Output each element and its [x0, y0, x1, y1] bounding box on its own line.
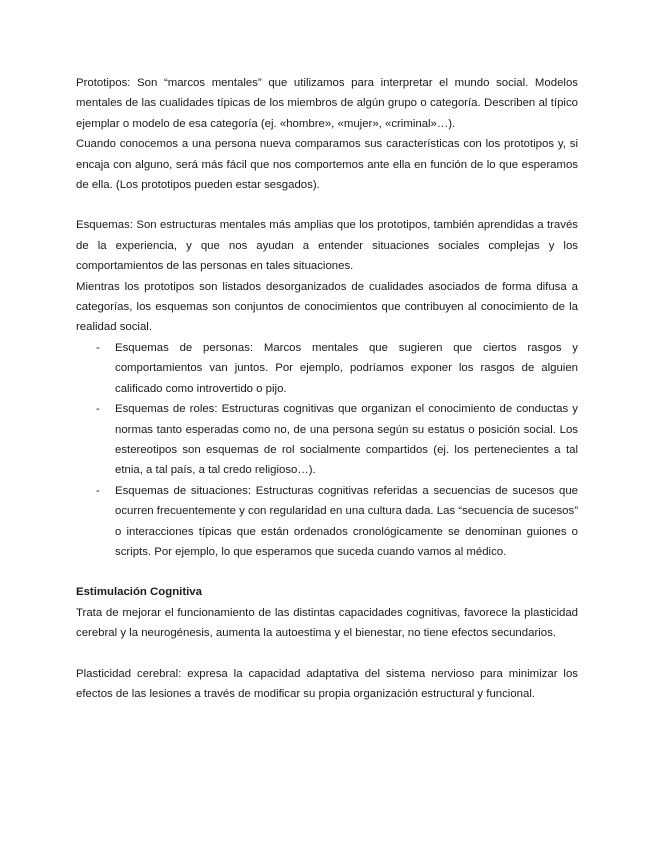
paragraph-gap: [76, 644, 578, 664]
list-item-esquemas-situaciones: [76, 481, 578, 563]
estimulacion-heading: Estimulación Cognitiva: [76, 586, 202, 599]
esquemas-vs-prototipos: Mientras los prototipos son listados desorganizados de cualidades asociados de forma difusa a categorías, los esquemas son conjuntos de conocimientos que contribuyen al conocimiento de la realidad social.: [76, 280, 578, 334]
paragraph-gap: [76, 195, 578, 215]
list-item-esquemas-roles: [76, 399, 578, 481]
bullet-dash: -: [96, 341, 100, 354]
esquemas-definition: Esquemas: Son estructuras mentales más amplias que los prototipos, también aprendidas a través de la experiencia, y que nos ayudan a entender situaciones sociales complejas y los comportamientos de las personas en tales situaciones.: [76, 219, 578, 273]
paragraph-gap: [76, 562, 578, 582]
bullet-dash: -: [96, 484, 100, 497]
plasticidad-definition: Plasticidad cerebral: expresa la capacidad adaptativa del sistema nervioso para minimizar los efectos de las lesiones a través de modificar su propia organización estructural y funcional.: [76, 667, 578, 700]
prototipos-definition: Prototipos: Son “marcos mentales” que utilizamos para interpretar el mundo social. Modelos mentales de las cualidades típicas de los miembros de algún grupo o categoría. Describen al típico ejemplar o modelo de esa categoría (ej. «hombre», «mujer», «criminal»…).: [76, 77, 578, 130]
esquemas-types-list: [76, 338, 578, 562]
bullet-dash: -: [96, 403, 100, 416]
document-page: [76, 73, 578, 704]
estimulacion-text: Trata de mejorar el funcionamiento de las distintas capacidades cognitivas, favorece la plasticidad cerebral y la neurogénesis, aumenta la autoestima y el bienestar, no tiene efectos secundarios.: [76, 606, 578, 640]
list-item-text: Esquemas de situaciones: Estructuras cognitivas referidas a secuencias de sucesos que ocurren frecuentemente y con regularidad en una cultura dada. Las “secuencia de sucesos” o interacciones típicas que están ordenados cronológicamente se denominan guiones o scripts. Por ejemplo, lo que esperamos que suceda cuando vamos al médico.: [115, 484, 578, 558]
list-item-text: Esquemas de roles: Estructuras cognitivas que organizan el conocimiento de conductas y normas tanto esperadas como no, de una persona según su estatus o posición social. Los estereotipos son esquemas de rol socialmente compartidos (ej. los pertenecientes a tal etnia, a tal país, a tal credo religioso…).: [115, 403, 578, 477]
list-item-esquemas-personas: [76, 338, 578, 399]
prototipos-usage: Cuando conocemos a una persona nueva comparamos sus características con los prototipos y, si encaja con alguno, será más fácil que nos comportemos ante ella en función de lo que esperamos de ella. (Los prototipos pueden estar sesgados).: [76, 138, 578, 192]
list-item-text: Esquemas de personas: Marcos mentales que sugieren que ciertos rasgos y comportamientos van juntos. Por ejemplo, podríamos exponer los rasgos de alguien calificado como introvertido o pijo.: [115, 341, 578, 395]
